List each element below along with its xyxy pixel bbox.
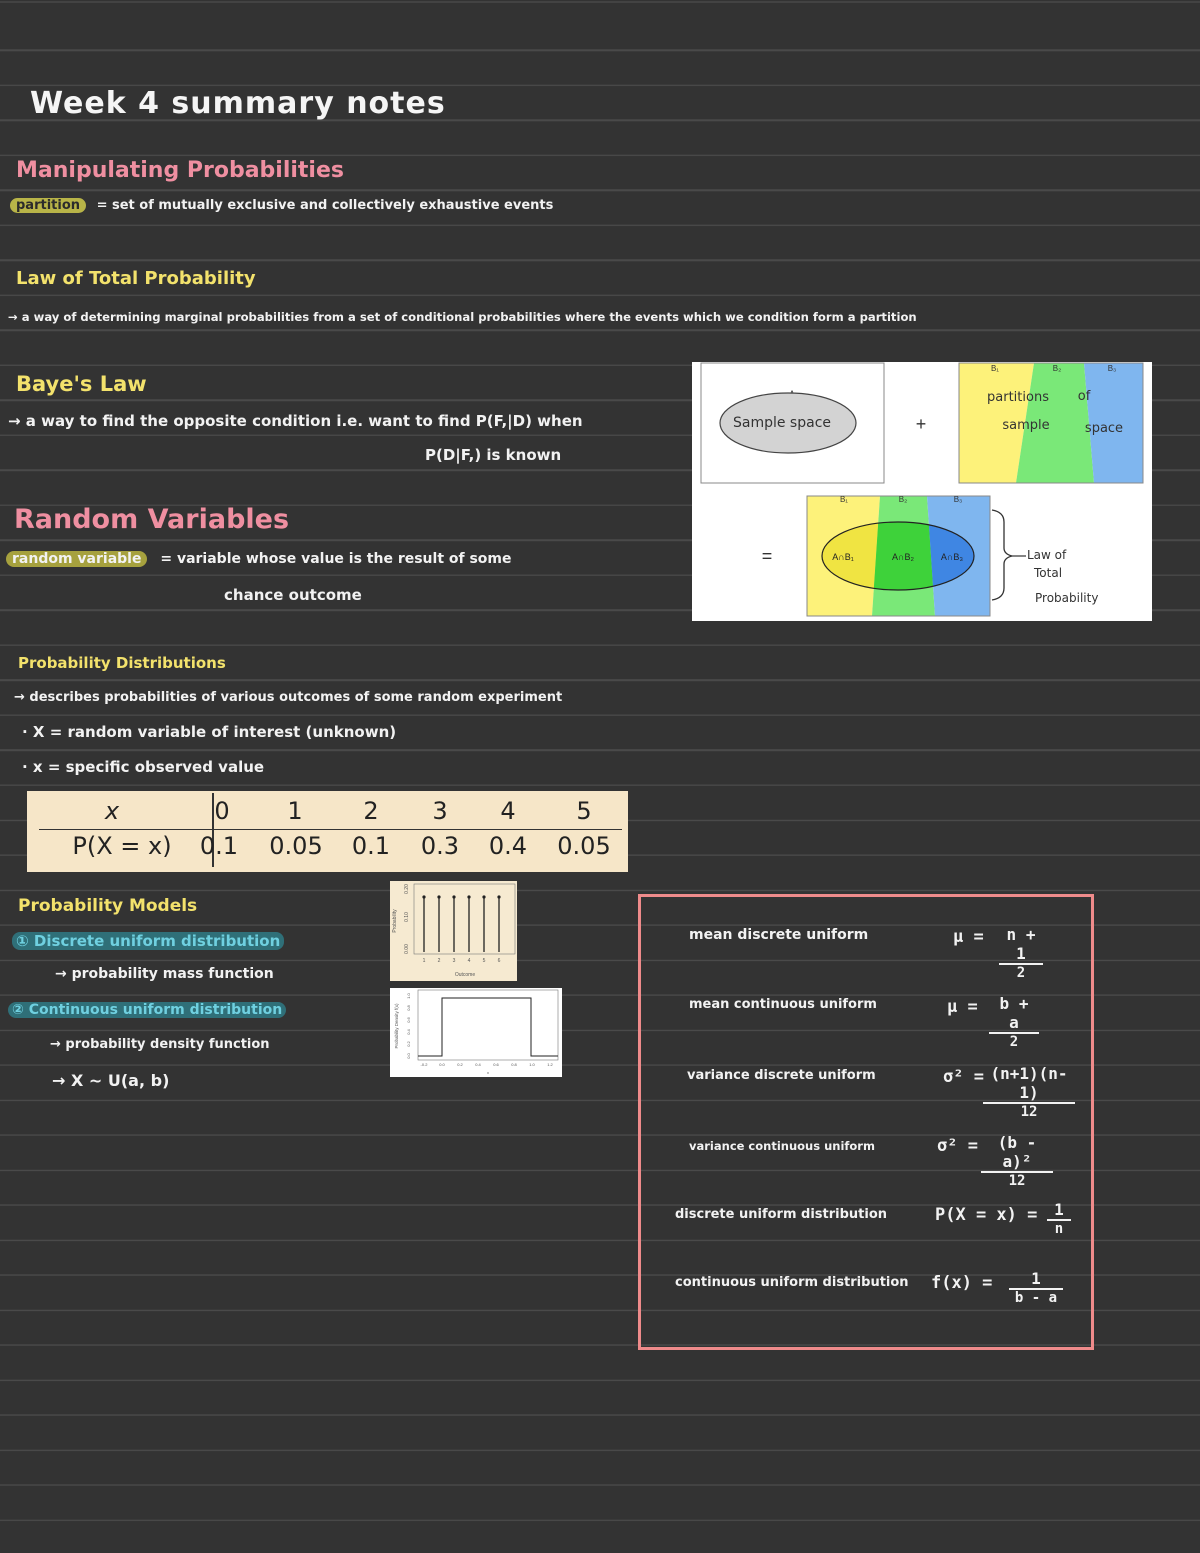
page-title: Week 4 summary notes: [30, 86, 446, 121]
pdf-xtick: 1.2: [547, 1062, 553, 1067]
pmf-xtick: 3: [452, 958, 456, 964]
pmf-ytick-2: 0.20: [404, 884, 410, 894]
fraction-numerator: (n+1)(n-1): [983, 1064, 1075, 1104]
caption-sample: sample: [1002, 418, 1050, 433]
table-row-x: [27, 793, 628, 829]
table-cell: 5: [576, 797, 592, 825]
table-cell: 2: [363, 797, 379, 825]
partition-b3-label: B₃: [1107, 364, 1117, 373]
bullet-random-variable: · X = random variable of interest (unknown): [22, 723, 397, 741]
pdf-xtick: 0.0: [439, 1062, 445, 1067]
section-heading-total-probability: Law of Total Probability: [16, 268, 256, 289]
table-cell: 3: [432, 797, 448, 825]
fraction-denominator: b - a: [1014, 1290, 1058, 1306]
fraction-denominator: 12: [1008, 1173, 1026, 1189]
caption-partitions: partitions: [987, 390, 1049, 405]
pdf-xtick: 0.8: [511, 1062, 517, 1067]
random-variable-term: random variable: [6, 551, 147, 567]
formula-fraction: [999, 925, 1043, 981]
partition-term: partition: [10, 198, 86, 213]
table-x-header: x: [104, 797, 120, 825]
model-item-discrete-label: ① Discrete uniform distribution: [12, 932, 284, 950]
fraction-denominator: 2: [1009, 1034, 1019, 1050]
pdf-xtick: 1.0: [529, 1062, 535, 1067]
partitions-panel: [959, 363, 1143, 483]
formula-fraction: [1009, 1269, 1063, 1306]
formula-lhs: σ² =: [943, 1067, 984, 1087]
pdf-ytick: 0.6: [406, 1017, 411, 1023]
formula-lhs: σ² =: [937, 1136, 978, 1156]
pdf-xtick: -0.2: [420, 1062, 428, 1067]
section-heading-prob-dist: Probability Distributions: [18, 654, 226, 672]
pmf-point: [422, 895, 425, 898]
formula-lhs: f(x) =: [931, 1273, 993, 1293]
random-variable-definition-1: = variable whose value is the result of some: [160, 551, 512, 567]
formula-label: variance continuous uniform: [689, 1139, 875, 1153]
pdf-xtick: 0.2: [457, 1062, 463, 1067]
pmf-ytick-1: 0.10: [404, 912, 410, 922]
formula-lhs: P(X = x) =: [935, 1205, 1038, 1225]
intersection-ab1: A∩B₁: [832, 552, 854, 562]
model-item-discrete: [12, 932, 284, 950]
random-variable-definition-2: chance outcome: [224, 586, 362, 604]
model-item-continuous-sub-1: → probability density function: [50, 1037, 270, 1052]
pmf-xtick: 5: [482, 958, 486, 964]
caption-of: of: [1077, 389, 1091, 404]
table-cell: 0.1: [351, 832, 391, 860]
random-variable-definition-row: [6, 551, 512, 567]
formula-fraction: [989, 994, 1039, 1050]
fraction-numerator: b + a: [989, 994, 1039, 1034]
plus-sign: +: [915, 414, 927, 434]
equals-sign: =: [761, 546, 773, 566]
partition-b1-label: B₁: [990, 364, 1000, 373]
pmf-xtick: 6: [497, 958, 501, 964]
pdf-xtick: 0.6: [493, 1062, 499, 1067]
formula-label: mean discrete uniform: [689, 927, 869, 943]
fraction-numerator: (b - a)²: [981, 1133, 1053, 1173]
prob-dist-line: → describes probabilities of various outcomes of some random experiment: [14, 690, 563, 705]
bayes-line-1: → a way to find the opposite condition i.e. want to find P(F,|D) when: [8, 412, 583, 430]
pdf-ylabel: Probability Density f(x): [394, 1003, 399, 1049]
intersection-ab2: A∩B₂: [892, 552, 914, 562]
pdf-curve: [418, 998, 558, 1056]
combined-b1-label: B₁: [839, 495, 849, 504]
partition-definition-row: [10, 198, 553, 213]
pmf-point: [437, 895, 440, 898]
table-cell: 0.1: [199, 832, 239, 860]
table-cell: 4: [500, 797, 516, 825]
combined-b3-label: B₃: [953, 495, 963, 504]
table-cell: 0: [214, 797, 230, 825]
bayes-line-2: P(D|F,) is known: [425, 446, 562, 464]
pmf-ylabel: Probability: [392, 909, 398, 933]
intersection-panel: [807, 495, 990, 616]
pdf-plot-image: [390, 988, 562, 1077]
section-heading-bayes: Baye's Law: [16, 372, 147, 396]
section-heading-prob-models: Probability Models: [18, 896, 198, 916]
pdf-ytick: 0.0: [406, 1053, 411, 1059]
pdf-ytick: 0.4: [406, 1029, 411, 1035]
formula-fraction: [983, 1064, 1075, 1120]
sample-space-label: Sample space: [732, 415, 832, 431]
fraction-denominator: n: [1054, 1221, 1064, 1237]
caption-space: space: [1084, 421, 1124, 436]
pmf-stems: [422, 895, 500, 952]
formula-box: [638, 894, 1094, 1350]
intersection-ab3: A∩B₃: [940, 552, 964, 562]
partition-definition: = set of mutually exclusive and collectively exhaustive events: [96, 198, 554, 213]
table-p-header: P(X = x): [72, 832, 172, 860]
table-cell: 0.4: [488, 832, 528, 860]
formula-label: discrete uniform distribution: [675, 1207, 888, 1222]
fraction-numerator: 1: [1047, 1200, 1071, 1221]
section-heading-manipulating: Manipulating Probabilities: [16, 158, 344, 183]
table-row-p: [27, 828, 628, 864]
formula-fraction: [981, 1133, 1053, 1189]
formula-label: variance discrete uniform: [687, 1068, 876, 1083]
table-cell: 0.05: [557, 832, 611, 860]
formula-label: continuous uniform distribution: [675, 1275, 909, 1290]
fraction-denominator: 12: [1020, 1104, 1038, 1120]
pmf-xtick: 4: [467, 958, 471, 964]
pdf-ytick: 0.8: [406, 1005, 411, 1011]
bracket-label-2: Total: [1034, 566, 1063, 580]
pmf-point: [497, 895, 500, 898]
model-item-discrete-sub: → probability mass function: [55, 966, 274, 982]
bracket-icon: [992, 510, 1012, 600]
pmf-plot-image: [390, 881, 517, 981]
pdf-xtick: 0.4: [475, 1062, 481, 1067]
pmf-ytick-0: 0.00: [404, 944, 410, 954]
section-heading-random-variables: Random Variables: [14, 504, 290, 535]
bullet-observed-value: · x = specific observed value: [22, 758, 265, 776]
model-item-continuous-sub-2: → X ~ U(a, b): [52, 1071, 170, 1090]
formula-lhs: μ =: [947, 997, 978, 1017]
pmf-xtick: 2: [437, 958, 441, 964]
model-item-continuous-label: ② Continuous uniform distribution: [8, 1002, 286, 1018]
table-cell: 0.3: [420, 832, 460, 860]
model-item-continuous: [8, 1002, 286, 1018]
pmf-point: [467, 895, 470, 898]
total-probability-line: → a way of determining marginal probabilities from a set of conditional probabilities where the events which we condition form a partition: [8, 310, 917, 324]
fraction-numerator: 1: [1009, 1269, 1063, 1290]
probability-table: [27, 791, 628, 872]
formula-fraction: [1047, 1200, 1071, 1237]
pmf-point: [452, 895, 455, 898]
combined-b2-label: B₂: [898, 495, 908, 504]
pmf-point: [482, 895, 485, 898]
formula-label: mean continuous uniform: [689, 997, 877, 1012]
table-cell: 1: [287, 797, 303, 825]
bracket-label-1: Law of: [1027, 548, 1067, 562]
pmf-xtick: 1: [422, 958, 426, 964]
formula-lhs: μ =: [953, 927, 984, 947]
fraction-numerator: n + 1: [999, 925, 1043, 965]
fraction-denominator: 2: [1016, 965, 1026, 981]
pdf-ytick: 0.2: [406, 1041, 411, 1047]
pdf-xlabel: x: [487, 1070, 489, 1075]
pdf-ytick: 1.0: [406, 993, 411, 999]
partition-b2-label: B₂: [1052, 364, 1062, 373]
table-cell: 0.05: [269, 832, 323, 860]
bracket-label-3: Probability: [1035, 591, 1099, 605]
total-probability-diagram: [692, 362, 1152, 621]
pmf-xlabel: Outcome: [454, 972, 476, 978]
